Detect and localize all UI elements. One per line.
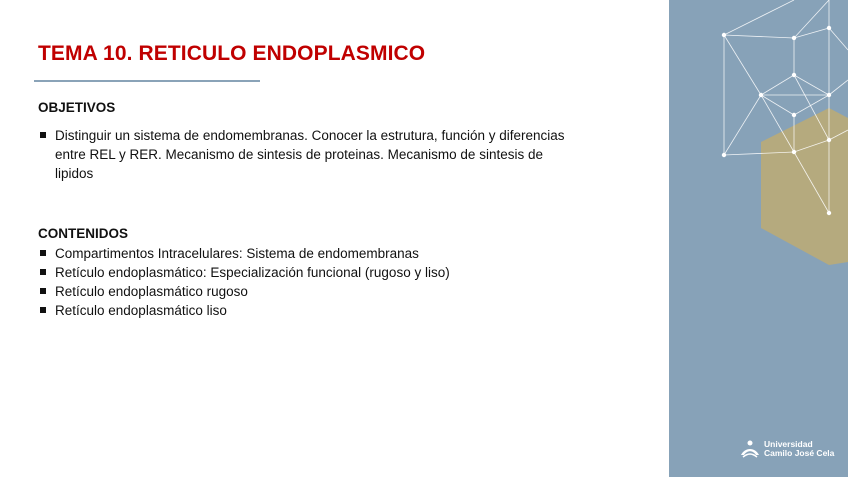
square-bullet-icon xyxy=(40,288,46,294)
list-item xyxy=(38,282,638,301)
slide-title: TEMA 10. RETICULO ENDOPLASMICO xyxy=(38,42,426,65)
square-bullet-icon xyxy=(40,269,46,275)
decorative-side-panel xyxy=(669,0,848,477)
list-item xyxy=(38,244,638,263)
logo-line-1: Universidad xyxy=(764,439,813,449)
list-item xyxy=(38,263,638,282)
objectives-heading: OBJETIVOS xyxy=(38,100,116,115)
contents-list xyxy=(38,244,638,320)
contents-heading: CONTENIDOS xyxy=(38,226,129,241)
university-logo xyxy=(740,440,834,458)
content-text: Retículo endoplasmático: Especialización funcional (rugoso y liso) xyxy=(55,265,450,280)
square-bullet-icon xyxy=(40,132,46,138)
list-item xyxy=(38,301,638,320)
logo-line-2: Camilo José Cela xyxy=(764,448,835,458)
list-item xyxy=(38,126,578,183)
objectives-list xyxy=(38,126,578,183)
gold-hexagon-shape xyxy=(761,108,848,265)
content-text: Retículo endoplasmático liso xyxy=(55,303,227,318)
logo-wordmark xyxy=(764,440,834,458)
content-text: Retículo endoplasmático rugoso xyxy=(55,284,248,299)
ucjc-logo-icon xyxy=(740,440,760,458)
objective-text: Distinguir un sistema de endomembranas. Conocer la estrutura, función y diferencias entre REL y RER. Mecanismo de sintesis de proteinas. Mecanismo de sintesis de lipidos xyxy=(55,128,565,181)
title-underline xyxy=(34,80,260,82)
square-bullet-icon xyxy=(40,307,46,313)
content-text: Compartimentos Intracelulares: Sistema de endomembranas xyxy=(55,246,419,261)
geometric-network-graphic xyxy=(669,0,848,477)
square-bullet-icon xyxy=(40,250,46,256)
